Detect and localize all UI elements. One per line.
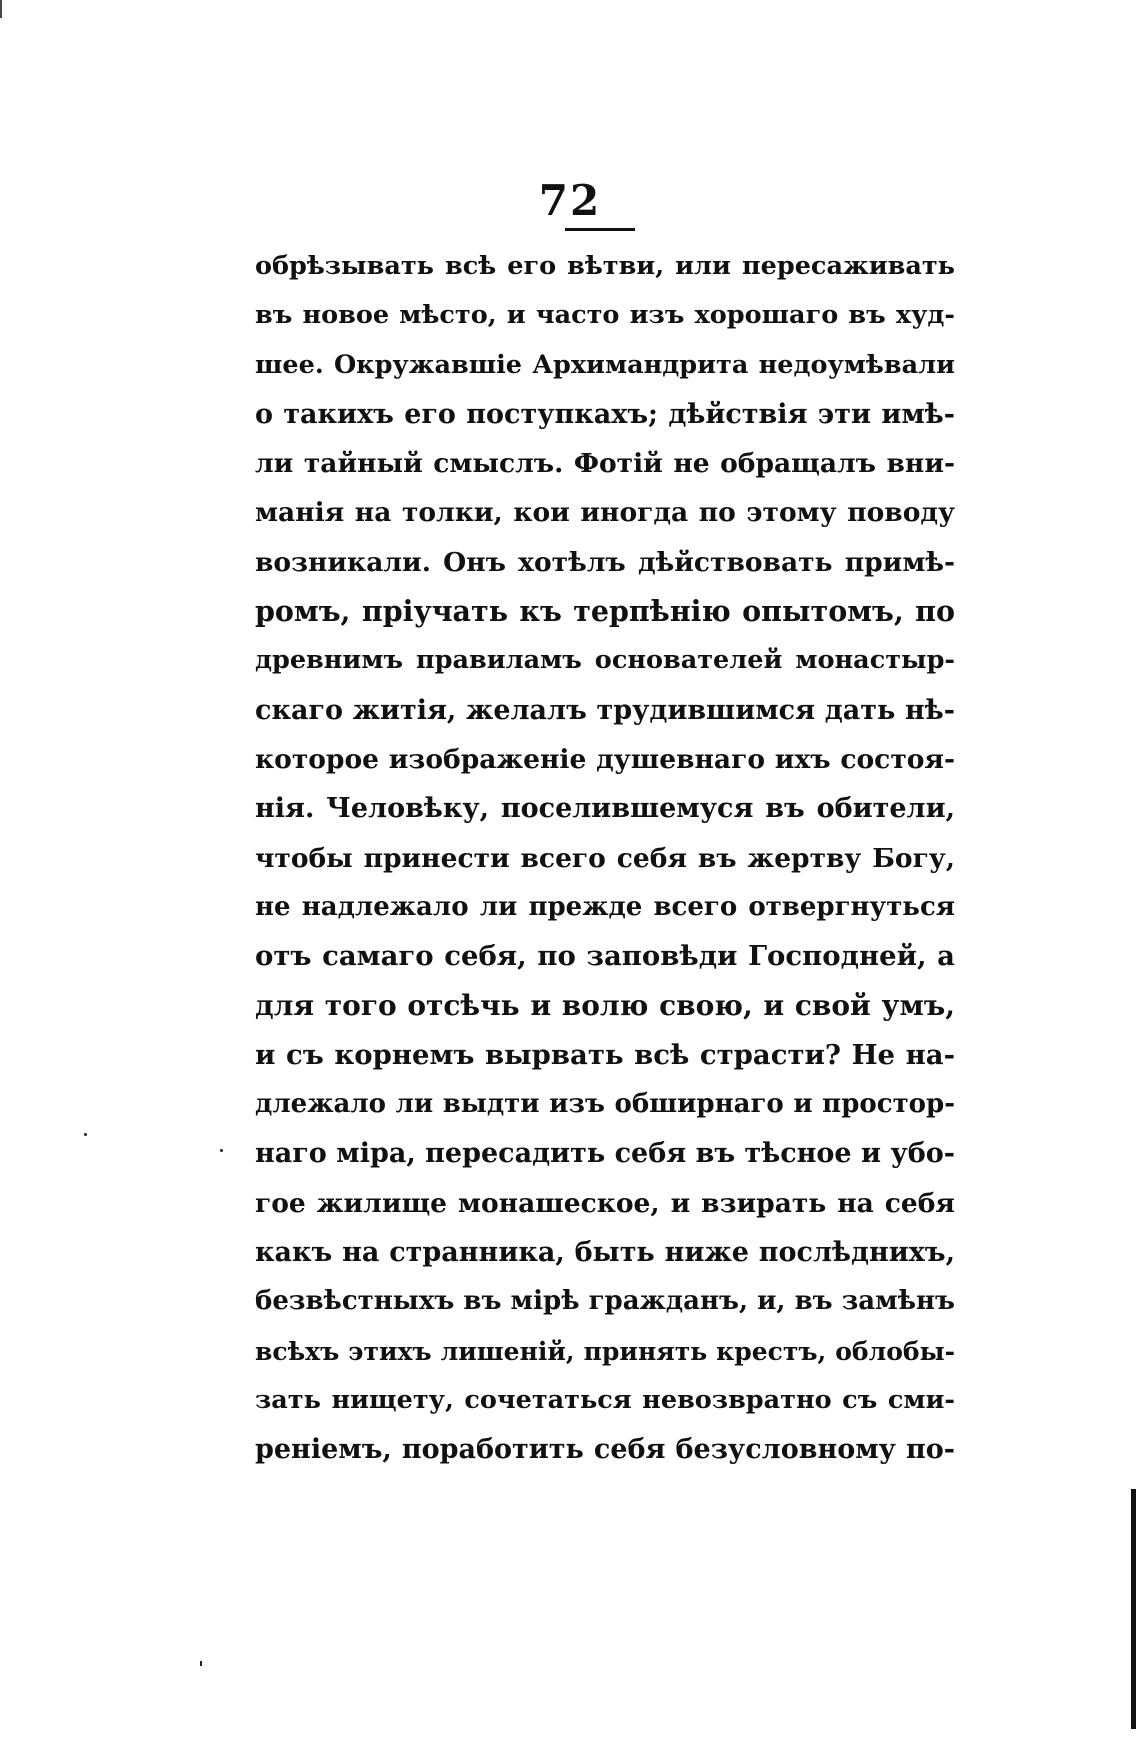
text-line: не надлежало ли прежде всего отвергнуться bbox=[255, 891, 955, 922]
text-line: обрѣзывать всѣ его вѣтви, или пересаживать bbox=[255, 251, 955, 281]
text-line: реніемъ, поработить себя безусловному по- bbox=[255, 1434, 955, 1466]
page-number: 72 bbox=[538, 176, 602, 225]
text-line: отъ самаго себя, по заповѣди Господней, а bbox=[255, 940, 955, 973]
text-line: древнимъ правиламъ основателей монастыр- bbox=[255, 645, 955, 676]
scan-speck bbox=[84, 1133, 87, 1136]
text-line: возникали. Онъ хотѣлъ дѣйствовать примѣ- bbox=[255, 546, 955, 578]
text-line: чтобы принести всего себя въ жертву Богу, bbox=[255, 842, 955, 874]
text-line: безвѣстныхъ въ мірѣ гражданъ, и, въ замѣнъ bbox=[255, 1286, 955, 1317]
text-line: ромъ, пріучать къ терпѣнію опытомъ, по bbox=[255, 594, 955, 629]
text-line: и съ корнемъ вырвать всѣ страсти? Не на- bbox=[255, 1038, 955, 1071]
scan-speck bbox=[200, 1661, 202, 1666]
text-line: наго міра, пересадить себя въ тѣсное и убо- bbox=[255, 1138, 955, 1170]
text-line: скаго житія, желалъ трудившимся дать нѣ- bbox=[255, 694, 955, 726]
text-line: шее. Окружавшіе Архимандрита недоумѣвали bbox=[255, 349, 955, 380]
text-line: длежало ли выдти изъ обширнаго и простор- bbox=[255, 1089, 955, 1120]
text-line: для того отсѣчь и волю свою, и свой умъ, bbox=[255, 989, 955, 1023]
text-line: всѣхъ этихъ лишеній, принять крестъ, облобы- bbox=[255, 1336, 955, 1366]
text-line: манія на толки, кои иногда по этому поводу bbox=[255, 497, 955, 529]
text-line: нія. Человѣку, поселившемуся въ обители, bbox=[255, 793, 955, 825]
page-number-rule bbox=[565, 228, 635, 231]
text-line: въ новое мѣсто, и часто изъ хорошаго въ худ- bbox=[255, 300, 955, 331]
scan-edge-mark bbox=[0, 0, 2, 18]
scan-speck bbox=[220, 1149, 223, 1152]
text-line: которое изображеніе душевнаго ихъ состоя- bbox=[255, 743, 955, 775]
text-line: какъ на странника, быть ниже послѣднихъ, bbox=[255, 1236, 955, 1268]
scan-edge-mark bbox=[1131, 1489, 1136, 1729]
text-line: ли тайный смыслъ. Фотій не обращалъ вни- bbox=[255, 448, 955, 480]
text-line: зать нищету, сочетаться невозвратно съ сми- bbox=[255, 1384, 955, 1415]
body-text bbox=[255, 242, 955, 1474]
text-line: гое жилище монашеское, и взирать на себя bbox=[255, 1187, 955, 1219]
text-line: о такихъ его поступкахъ; дѣйствія эти имѣ- bbox=[255, 398, 955, 430]
